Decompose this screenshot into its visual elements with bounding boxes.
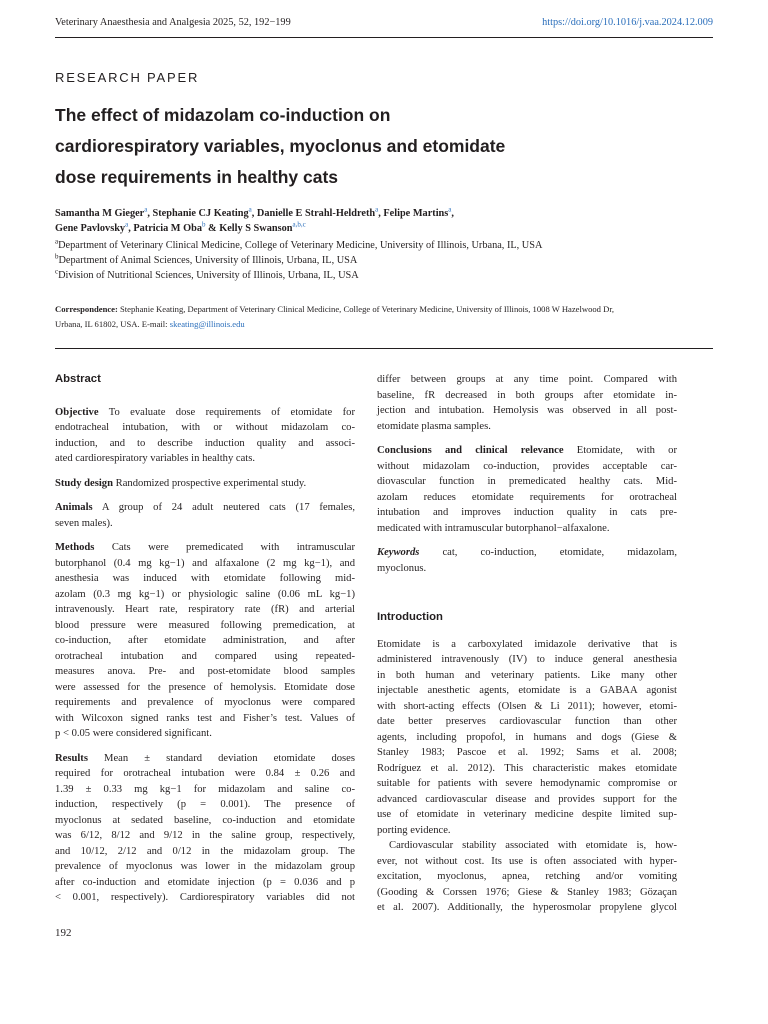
- left-column: [55, 372, 355, 915]
- author-name: Kelly S Swanson: [219, 223, 293, 234]
- correspondence-address: Stephanie Keating, Department of Veterinary Clinical Medicine, College of Veterinary Medicine, University of Illinois, 1008 W Hazelwood Dr,: [120, 304, 614, 314]
- abstract-results-continued: differ between groups at any time point. Compared with baseline, fR decreased in both groups after etomidate in- jection and intubation. Hemolysis was observed in all post- etomidate plasma samples.: [377, 374, 677, 432]
- author-name: Gene Pavlovsky: [55, 223, 126, 234]
- affiliation-marker[interactable]: a: [248, 205, 252, 214]
- author-name: Stephanie CJ Keating: [152, 208, 249, 219]
- abstract-animals: Animals A group of 24 adult neutered cats (17 females, seven males).: [55, 502, 355, 529]
- affiliation-marker[interactable]: b: [201, 220, 206, 229]
- abstract-conclusions: Conclusions and clinical relevance Etomidate, with or without midazolam co-induction, provides acceptable car- diovascular function in premedicated healthy cats. Mid- azolam reduces etomidate requirements for orotracheal intubation and improves induction quality in cats pre- medicated with intramuscular butorphanol−alfaxalone.: [377, 445, 677, 534]
- author-name: Patricia M Oba: [133, 223, 202, 234]
- affiliation-marker[interactable]: a: [125, 220, 129, 229]
- correspondence-address-cont: Urbana, IL 61802, USA. E-mail:: [55, 319, 168, 329]
- title-line: The effect of midazolam co-induction on: [55, 105, 391, 125]
- email-link[interactable]: skeating@illinois.edu: [169, 319, 245, 329]
- author-name: Samantha M Gieger: [55, 208, 145, 219]
- author-list: Samantha M Gieger$^a$, Stephanie CJ Keating$^a$, Danielle E Strahl-Heldreth$^a$, Felipe Martins$^a$, Gene Pavlovsky$^a$, Patricia M Oba$^b$ & Kelly S Swanson$^{a,b,c}$: [55, 205, 454, 234]
- keywords: Keywords cat, co-induction, etomidate, midazolam, myoclonus.: [377, 547, 677, 574]
- journal-citation: Veterinary Anaesthesia and Analgesia 2025, 52, 192−199: [55, 17, 291, 28]
- affiliation-item: $^a$Department of Veterinary Clinical Medicine, College of Veterinary Medicine, University of Illinois, Urbana, IL, USA: [55, 237, 543, 251]
- introduction-paragraph: Cardiovascular stability associated with etomidate is, how- ever, not without cost. Its use is often associated with hyper- excitation, myoclonus, apnea, retching and/or vomiting (Gooding & Corssen 1976; Giese & Stanley 1983; Gözaçan et al. 2007). Additionally, the hyperosmolar propylene glycol: [377, 840, 677, 913]
- abstract-study-design: Study design Randomized prospective experimental study.: [55, 477, 307, 489]
- abstract-heading: Abstract: [55, 373, 101, 385]
- author-name: Felipe Martins: [383, 208, 449, 219]
- introduction-heading: Introduction: [377, 611, 443, 623]
- affiliation-list: [55, 238, 542, 283]
- affiliation-marker[interactable]: a: [375, 205, 379, 214]
- abstract-objective: Objective To evaluate dose requirements of etomidate for endotracheal intubation, with or without midazolam co- induction, and to describe induction quality and associ- ated cardiorespiratory variables in healthy cats.: [55, 406, 355, 464]
- affiliation-marker[interactable]: a: [448, 205, 452, 214]
- introduction-paragraph: Etomidate is a carboxylated imidazole derivative that is administered intravenously (IV) to induce general anesthesia in both human and veterinary patients. Like many other injectable anesthetic agents, etomidate is a GABAA agonist with short-acting effects (Olsen & Li 2011); however, etomi- date better preserves cardiovascular function than other agents, including propofol, in humans and dogs (Giese & Stanley 1983; Pascoe et al. 1992; Sams et al. 2008; Rodríguez et al. 2012). This characteristic makes etomidate suitable for patients with severe hemodynamic compromise or advanced cardiovascular disease and provides support for the use of etomidate in veterinary medicine despite limited sup- porting evidence.: [377, 638, 677, 836]
- page-number: 192: [55, 927, 72, 939]
- correspondence-label: Correspondence:: [55, 304, 118, 314]
- affiliation-marker[interactable]: a: [144, 205, 148, 214]
- affiliation-item: $^c$Division of Nutritional Sciences, University of Illinois, Urbana, IL, USA: [55, 267, 359, 281]
- correspondence-block: [55, 302, 695, 332]
- affiliation-marker[interactable]: a,b,c: [292, 220, 306, 229]
- right-column: [377, 372, 677, 925]
- doi-link[interactable]: https://doi.org/10.1016/j.vaa.2024.12.009: [542, 17, 713, 28]
- title-line: cardiorespiratory variables, myoclonus and etomidate: [55, 136, 506, 156]
- affiliation-item: $^b$Department of Animal Sciences, University of Illinois, Urbana, IL, USA: [55, 252, 358, 266]
- article-title: [55, 100, 615, 193]
- abstract-results: Results Mean ± standard deviation etomidate doses required for orotracheal intubation were 0.84 ± 0.26 and 1.39 ± 0.33 mg kg−1 for midazolam and saline co- induction, respectively (p = 0.001). The presence of myoclonus at sedated baseline, co-induction and etomidate was 6/12, 8/12 and 9/12 in the saline group, respectively, and 10/12, 2/12 and 0/12 in the midazolam group. The prevalence of myoclonus was lower in the midazolam group after co-induction and etomidate injection (p = 0.036 and p < 0.001, respectively). Cardiorespiratory variables did not: [55, 752, 355, 903]
- author-name: Danielle E Strahl-Heldreth: [256, 208, 376, 219]
- running-header: [55, 17, 713, 31]
- section-divider: [55, 348, 713, 349]
- section-label: RESEARCH PAPER: [55, 70, 200, 85]
- abstract-methods: Methods Cats were premedicated with intramuscular butorphanol (0.4 mg kg−1) and alfaxalone (2 mg kg−1), and anesthesia was induced with etomidate following mid- azolam (0.3 mg kg−1) or physiologic saline (0.06 mL kg−1) intravenously. Heart rate, respiratory rate (fR) and arterial blood pressure were measured following premedication, at co-induction, after etomidate administration, and after orotracheal intubation and compared using repeated- measures anova. Pre- and post-etomidate blood samples were assessed for the presence of hemolysis. Etomidate dose requirements and prevalence of myoclonus were compared with Wilcoxon signed ranks test and Fisher’s test. Values of p < 0.05 were considered significant.: [55, 542, 355, 739]
- title-line: dose requirements in healthy cats: [55, 167, 339, 187]
- header-divider: [55, 37, 713, 38]
